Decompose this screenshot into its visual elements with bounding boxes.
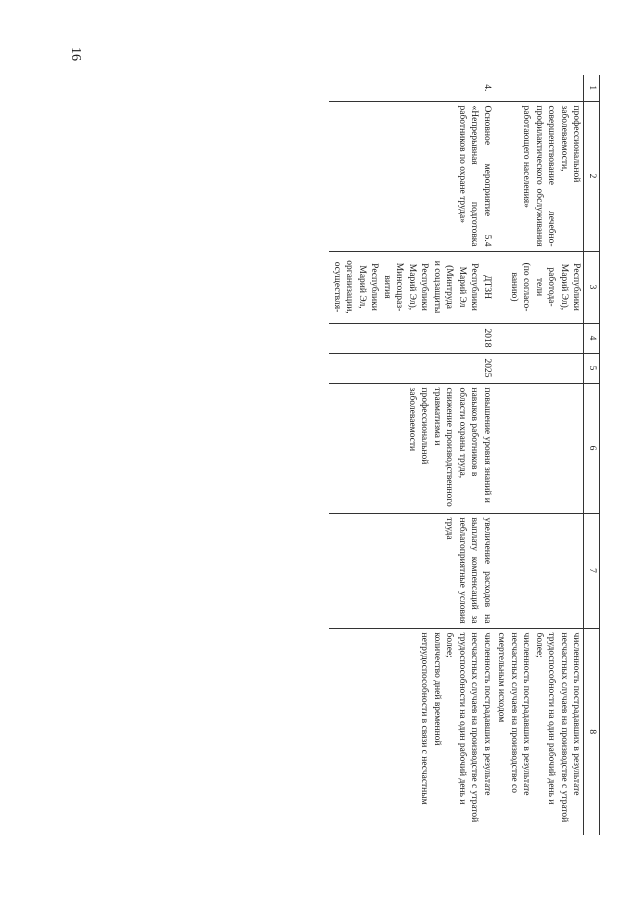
start-year-cell	[494, 323, 584, 353]
row-number-cell: 4.	[482, 84, 492, 92]
executors-cell: ДТЗН Республики Марий Эл (Минтруда и соцзащиты Республики Марий Эл), Минсоцраз- вития Республики Марий Эл, организации, осуществля-	[330, 251, 495, 323]
table-row	[494, 75, 584, 835]
page-number: 16	[68, 47, 83, 61]
consequences-cell: увеличение расходов на выплату компенсаций за неблагоприятные условия труда	[330, 513, 495, 628]
row-number-cell	[494, 75, 584, 101]
start-year-cell: 2018	[330, 323, 495, 353]
column-number: 1	[584, 75, 600, 101]
column-number: 7	[584, 513, 600, 628]
measure-name-cell: профессиональной заболеваемости, совершенствование лечебно-профилактического обслуживания работающего населения»	[494, 101, 584, 251]
column-number: 4	[584, 323, 600, 353]
column-number: 3	[584, 251, 600, 323]
consequences-cell	[494, 513, 584, 628]
column-number: 6	[584, 383, 600, 513]
rotated-table-sheet	[120, 75, 600, 835]
column-number: 8	[584, 628, 600, 835]
end-year-cell: 2025	[330, 353, 495, 383]
indicators-cell: численность пострадавших в результате несчастных случаев на производстве с утратой трудоспособности на один рабочий день и более; численность пострадавших в результате несчастных случаев на производстве со смертельным исходом	[494, 628, 584, 835]
plan-table	[330, 75, 601, 835]
end-year-cell	[494, 353, 584, 383]
indicators-cell: численность пострадавших в результате несчастных случаев на производстве с утратой трудоспособности на один рабочий день и более; количество дней временной нетрудоспособности в связи с несчастным	[330, 628, 495, 835]
column-number: 2	[584, 101, 600, 251]
column-number: 5	[584, 353, 600, 383]
table-row	[330, 75, 495, 835]
column-number-row	[584, 75, 600, 835]
expected-result-cell: повышение уровня знаний и навыков работников в области охраны труда, снижение производственного травматизма и профессиональной заболеваемости	[330, 383, 495, 513]
measure-name-cell: Основное мероприятие 5.4 «Непрерывная подготовка работников по охране труда»	[330, 101, 495, 251]
expected-result-cell	[494, 383, 584, 513]
executors-cell: Республики Марий Эл), работода- тели (по согласо- ванию)	[494, 251, 584, 323]
